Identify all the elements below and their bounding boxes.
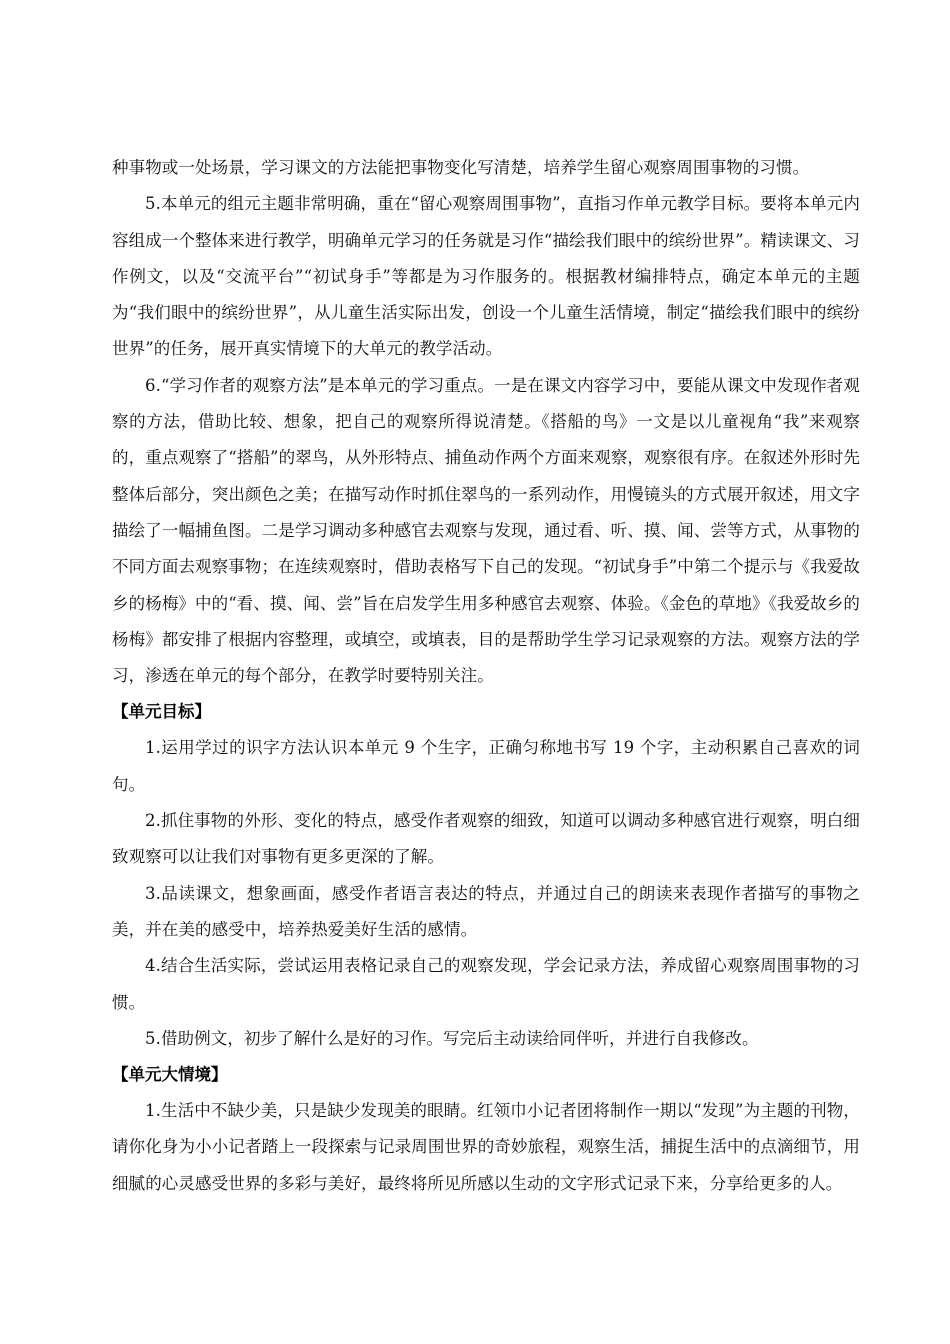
goal-item-2: 2.抓住事物的外形、变化的特点，感受作者观察的细致，知道可以调动多种感官进行观察，明白细致观察可以让我们对事物有更多更深的了解。 <box>112 811 860 867</box>
section-heading-unit-situation: 【单元大情境】 <box>112 1065 228 1085</box>
paragraph-intro-continuation: 种事物或一处场景，学习课文的方法能把事物变化写清楚，培养学生留心观察周围事物的习惯。 <box>112 158 810 177</box>
goal-item-5: 5.借助例文，初步了解什么是好的习作。写完后主动读给同伴听，并进行自我修改。 <box>145 1028 759 1048</box>
section-heading-unit-goals: 【单元目标】 <box>112 702 211 722</box>
goal-item-1: 1.运用学过的识字方法认识本单元 9 个生字，正确匀称地书写 19 个字，主动积累自己喜欢的词句。 <box>112 738 860 794</box>
goal-item-4: 4.结合生活实际，尝试运用表格记录自己的观察发现，学会记录方法，养成留心观察周围事物的习惯。 <box>112 956 860 1012</box>
paragraph-point-6: 6.“学习作者的观察方法”是本单元的学习重点。一是在课文内容学习中，要能从课文中发现作者观察的方法，借助比较、想象，把自己的观察所得说清楚。《搭船的鸟》一文是以儿童视角“我”来观察的，重点观察了“搭船”的翠鸟，从外形特点、捕鱼动作两个方面来观察，观察很有序。在叙述外形时先整体后部分，突出颜色之美；在描写动作时抓住翠鸟的一系列动作，用慢镜头的方式展开叙述，用文字描绘了一幅捕鱼图。二是学习调动多种感官去观察与发现，通过看、听、摸、闻、尝等方式，从事物的不同方面去观察事物；在连续观察时，借助表格写下自己的发现。“初试身手”中第二个提示与《我爱故乡的杨梅》中的“看、摸、闻、尝”旨在启发学生用多种感官去观察、体验。《金色的草地》《我爱故乡的杨梅》都安排了根据内容整理，或填空，或填表，目的是帮助学生学习记录观察的方法。观察方法的学习，渗透在单元的每个部分，在教学时要特别关注。 <box>112 375 860 686</box>
paragraph-point-5: 5.本单元的组元主题非常明确，重在“留心观察周围事物”，直指习作单元教学目标。要将本单元内容组成一个整体来进行教学，明确单元学习的任务就是习作“描绘我们眼中的缤纷世界”。精读课文、习作例文，以及“交流平台”“初试身手”等都是为习作服务的。根据教材编排特点，确定本单元的主题为“我们眼中的缤纷世界”，从儿童生活实际出发，创设一个儿童生活情境，制定“描绘我们眼中的缤纷世界”的任务，展开真实情境下的大单元的教学活动。 <box>112 194 860 359</box>
document-body <box>112 150 860 1202</box>
goal-item-3: 3.品读课文，想象画面，感受作者语言表达的特点，并通过自己的朗读来表现作者描写的事物之美，并在美的感受中，培养热爱美好生活的感情。 <box>112 883 860 939</box>
situation-item-1: 1.生活中不缺少美，只是缺少发现美的眼睛。红领巾小记者团将制作一期以“发现”为主题的刊物，请你化身为小小记者踏上一段探索与记录周围世界的奇妙旅程，观察生活，捕捉生活中的点滴细节，用细腻的心灵感受世界的多彩与美好，最终将所见所感以生动的文字形式记录下来，分享给更多的人。 <box>112 1101 860 1193</box>
